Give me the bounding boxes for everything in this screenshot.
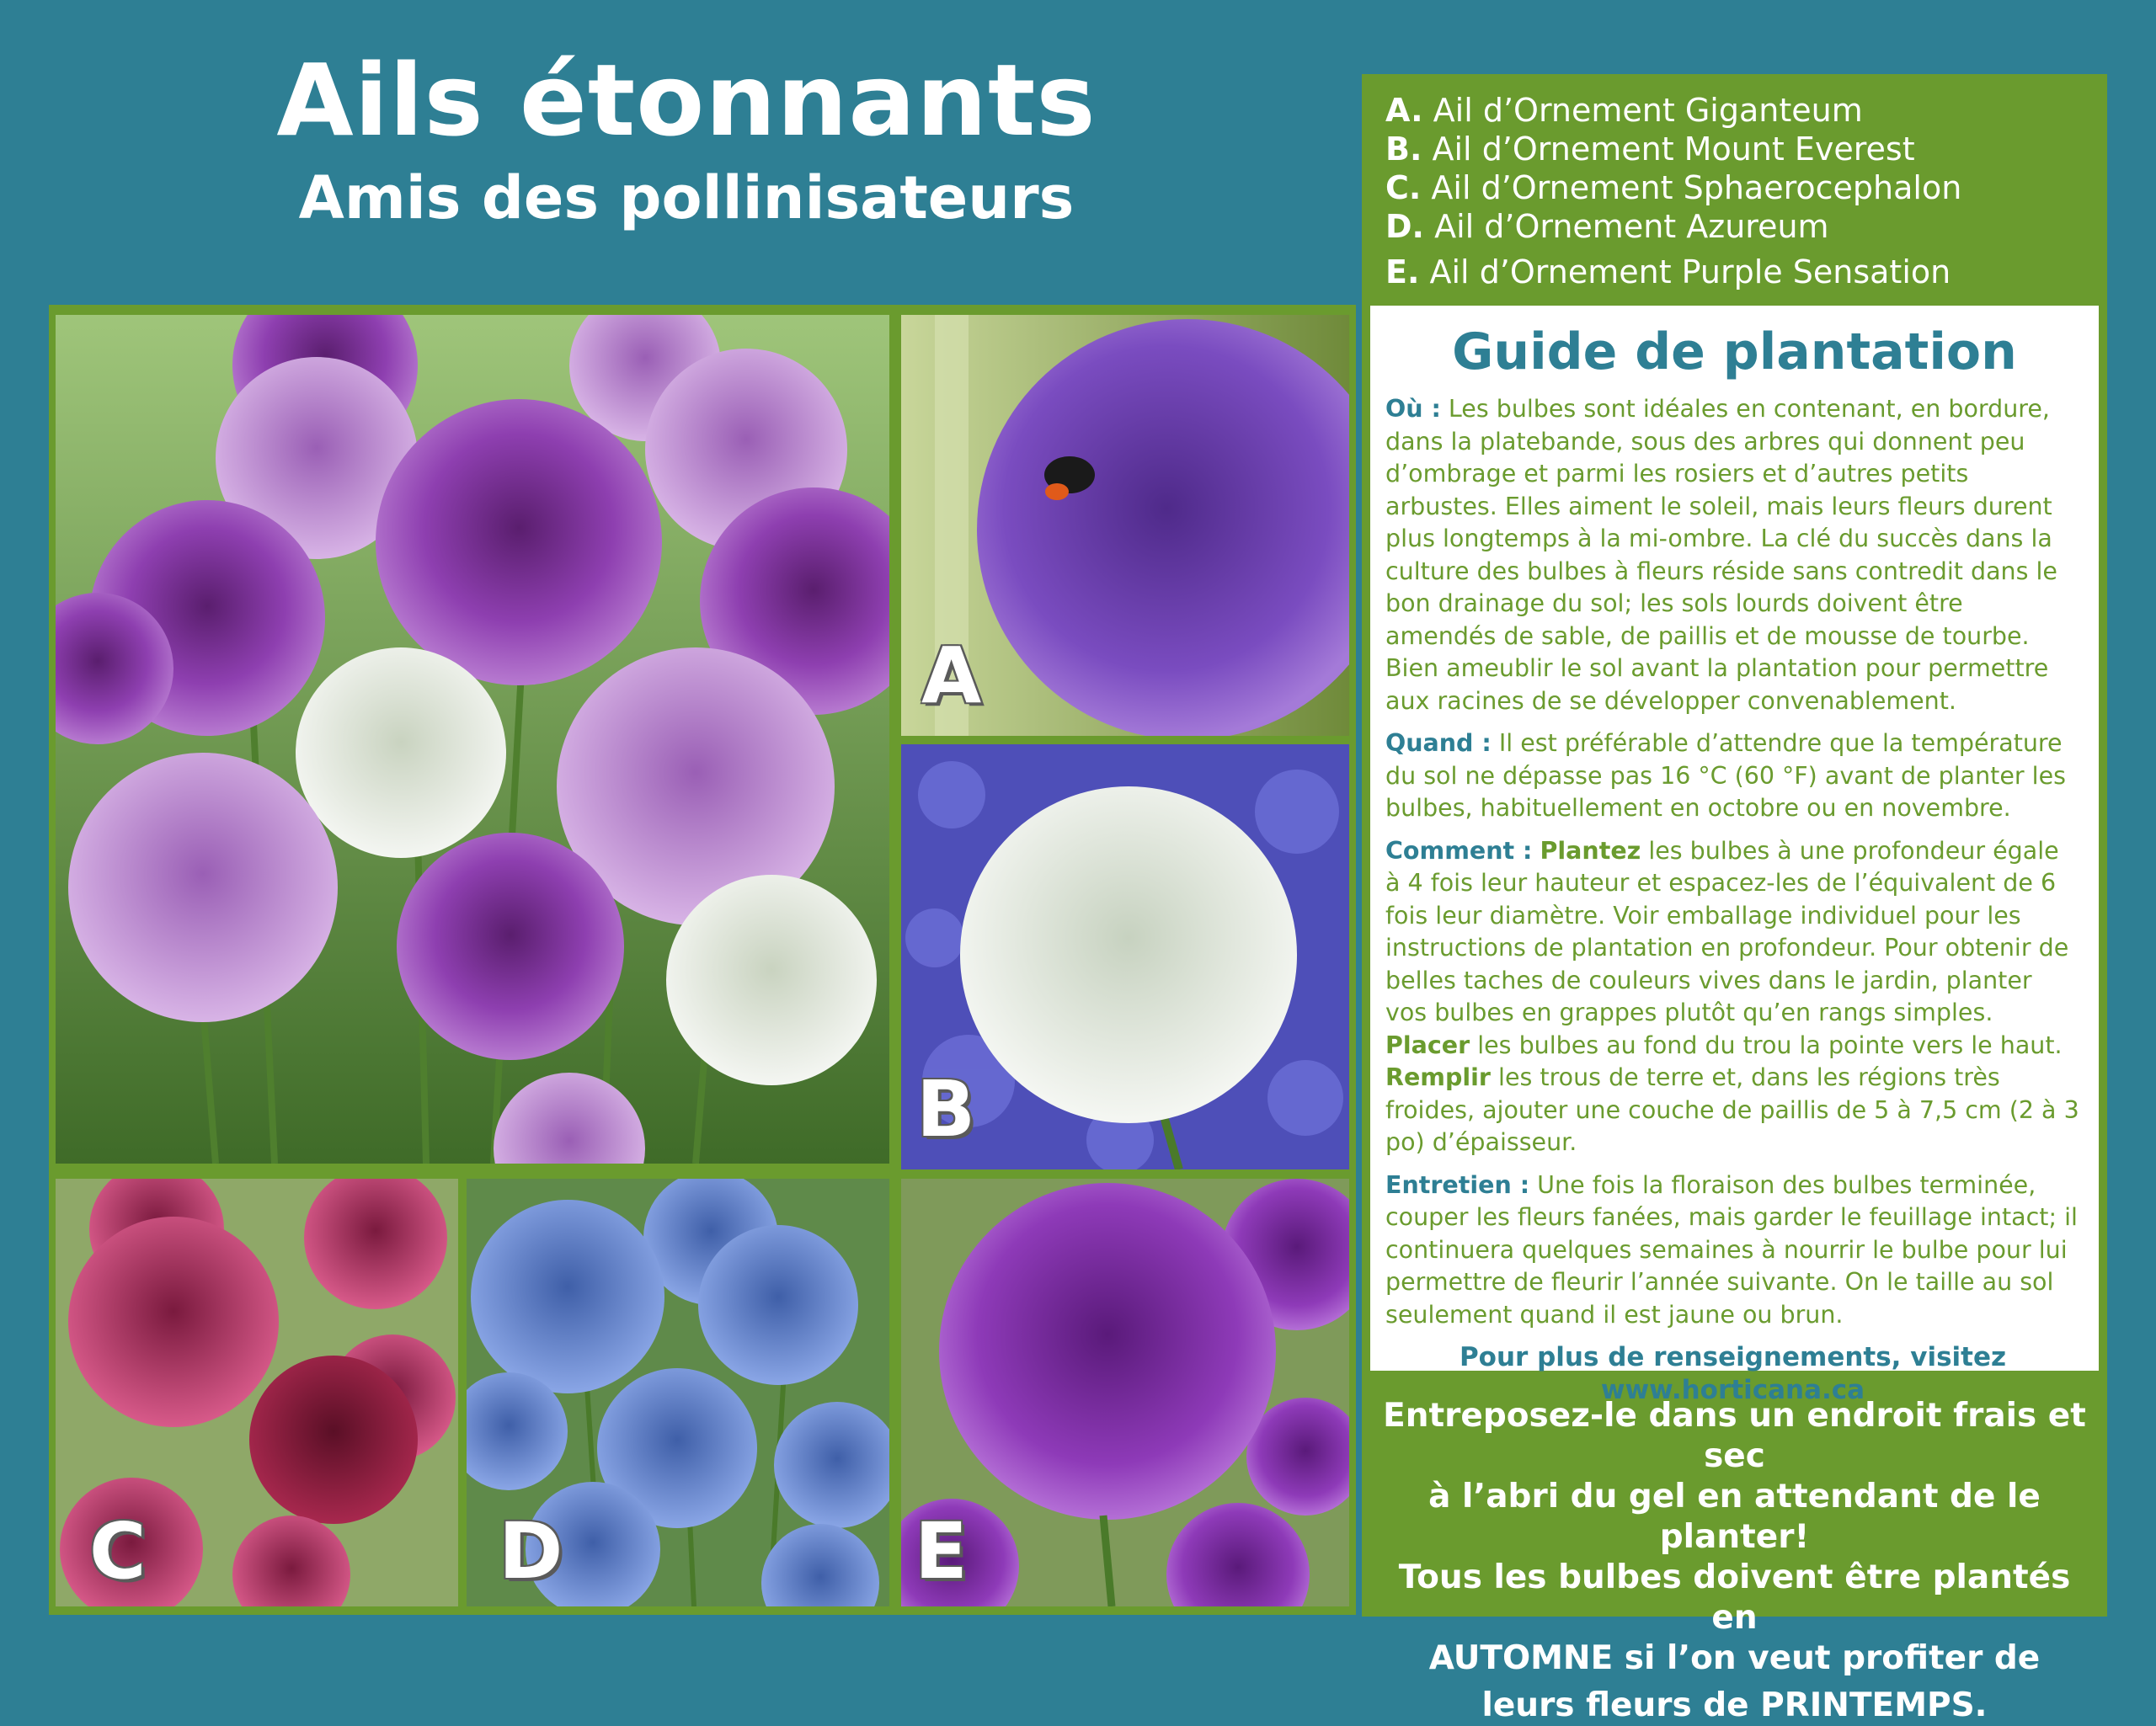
variety-legend <box>1385 91 2101 291</box>
page-subtitle: Amis des pollinisateurs <box>298 162 1075 232</box>
legend-item-d: D. Ail d’Ornement Azureum <box>1385 208 1829 245</box>
purple-sensation-image <box>901 1179 1349 1606</box>
photo-letter-b: B <box>916 1064 976 1154</box>
guide-care: Entretien : Une fois la floraison des bulbes terminée, couper les fleurs fanées, mais garder le feuillage intact; il continuera quelques semaines à nourrir le bulbe pour lui permettre de fleurir l’année suivante. On le taille au sol seulement quand il est jaune ou brun. <box>1385 1170 2078 1329</box>
photo-letter-e: E <box>915 1506 968 1596</box>
photo-mixed-alliums <box>56 315 889 1164</box>
photo-letter-c: C <box>89 1506 147 1596</box>
storage-instructions: Entreposez-le dans un endroit frais et sec à l’abri du gel en attendant de le planter! Tous les bulbes doivent être plantés en AUTOMNE si l’on veut profiter de leurs fleurs de PRINTEMPS. <box>1383 1397 2086 1724</box>
legend-item-b: B. Ail d’Ornement Mount Everest <box>1385 131 1915 168</box>
planting-guide <box>1370 306 2099 1405</box>
photo-e-purple-sensation <box>901 1179 1349 1606</box>
guide-when: Quand : Il est préférable d’attendre que la température du sol ne dépasse pas 16 °C (60 °F) avant de planter les bulbes, habituellement en octobre ou en novembre. <box>1385 729 2066 822</box>
page-title: Ails étonnants <box>276 42 1097 158</box>
legend-item-c: C. Ail d’Ornement Sphaerocephalon <box>1385 169 1962 206</box>
mixed-alliums-image <box>56 315 889 1164</box>
legend-item-a: A. Ail d’Ornement Giganteum <box>1385 92 1863 129</box>
header <box>51 42 1322 232</box>
info-panel <box>1362 74 2107 1724</box>
photo-a-giganteum <box>901 315 1349 736</box>
photo-c-sphaerocephalon <box>56 1179 458 1606</box>
legend-item-e: E. Ail d’Ornement Purple Sensation <box>1385 253 1951 290</box>
guide-where: Où : Les bulbes sont idéales en contenant, en bordure, dans la platebande, sous des arbres qui donnent peu d’ombrage et parmi les rosiers et d’autres petits arbustes. Elles aiment le soleil, mais leurs fleurs durent plus longtemps à la mi-ombre. La clé du succès dans la culture des bulbes à fleurs réside sans contredit dans le bon drainage du sol; les sols lourds doivent être amendés de sable, de paillis et de mousse de tourbe. Bien ameublir le sol avant la plantation pour permettre aux racines de se développer convenablement. <box>1385 395 2057 715</box>
guide-how: Comment : Plantez les bulbes à une profondeur égale à 4 fois leur hauteur et espacez-les de l’équivalent de 6 fois leur diamètre. Voir emballage individuel pour les instructions de plantation en profondeur. Pour obtenir de belles taches de couleurs vives dans le jardin, planter vos bulbes en grappes plutôt qu’en rangs simples. Placer les bulbes au fond du trou la pointe vers le haut. Remplir les trous de terre et, dans les régions très froides, ajouter une couche de paillis de 5 à 7,5 cm (2 à 3 po) d’épaisseur. <box>1385 836 2079 1156</box>
guide-title: Guide de plantation <box>1452 322 2017 381</box>
guide-body <box>1370 393 2099 1406</box>
photo-b-mount-everest <box>901 744 1349 1169</box>
photo-d-azureum <box>467 1179 889 1606</box>
photo-letter-a: A <box>921 631 982 721</box>
guide-website-note: Pour plus de renseignements, visitez www.horticana.ca <box>1459 1342 2007 1405</box>
photo-collage <box>49 305 1356 1615</box>
photo-letter-d: D <box>499 1506 563 1596</box>
